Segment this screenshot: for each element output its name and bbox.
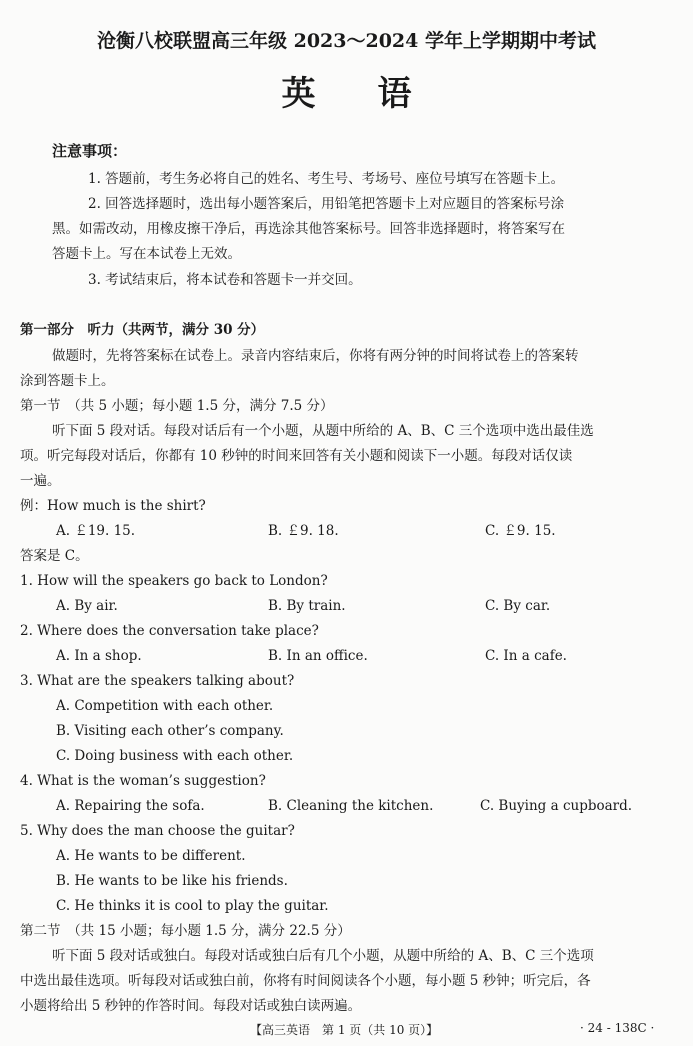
question-3-option-a: A. Competition with each other. <box>56 698 274 714</box>
question-1-option-b: B. By train. <box>268 598 346 614</box>
question-5-option-a: A. He wants to be different. <box>56 848 246 864</box>
question-1-option-a: A. By air. <box>56 598 118 614</box>
exam-title: 沧衡八校联盟高三年级 2023～2024 学年上学期期中考试 <box>97 30 596 52</box>
question-4: 4. What is the woman’s suggestion? <box>20 773 266 789</box>
question-5-option-c: C. He thinks it is cool to play the guitar. <box>56 898 329 914</box>
question-4-option-b: B. Cleaning the kitchen. <box>268 798 434 814</box>
page-footer-label: 【高三英语 第 1 页（共 10 页）】 <box>250 1023 439 1037</box>
question-3-option-b: B. Visiting each other’s company. <box>56 723 284 739</box>
page-footer-code: · 24 - 138C · <box>580 1021 655 1035</box>
example-option-a: A. ￡19. 15. <box>56 523 136 539</box>
part1-intro-line: 做题时，先将答案标在试卷上。录音内容结束后，你将有两分钟的时间将试卷上的答案转 <box>52 348 579 364</box>
section2-intro-line: 听下面 5 段对话或独白。每段对话或独白后有几个小题，从题中所给的 A、B、C 三个选项 <box>52 948 594 964</box>
note-line: 2. 回答选择题时，选出每小题答案后，用铅笔把答题卡上对应题目的答案标号涂 <box>88 196 565 212</box>
question-3-option-c: C. Doing business with each other. <box>56 748 294 764</box>
subject-title: 英语 <box>281 74 474 114</box>
section1-intro-line: 项。听完每段对话后，你都有 10 秒钟的时间来回答有关小题和阅读下一小题。每段对话仅读 <box>20 448 573 464</box>
notes-heading: 注意事项： <box>52 142 128 160</box>
question-3: 3. What are the speakers talking about? <box>20 673 295 689</box>
section1-intro-line: 听下面 5 段对话。每段对话后有一个小题，从题中所给的 A、B、C 三个选项中选出最佳选 <box>52 423 594 439</box>
example-answer: 答案是 C。 <box>20 548 89 564</box>
question-2-option-b: B. In an office. <box>268 648 368 664</box>
question-4-option-a: A. Repairing the sofa. <box>56 798 205 814</box>
section2-intro-line: 中选出最佳选项。听每段对话或独白前，你将有时间阅读各个小题，每小题 5 秒钟；听完后，各 <box>20 973 591 989</box>
note-line: 1. 答题前，考生务必将自己的姓名、考生号、考场号、座位号填写在答题卡上。 <box>88 171 565 187</box>
part1-heading: 第一部分 听力（共两节，满分 30 分） <box>20 322 265 338</box>
question-4-option-c: C. Buying a cupboard. <box>480 798 633 814</box>
section2-heading: 第二节 （共 15 小题；每小题 1.5 分，满分 22.5 分） <box>20 923 351 939</box>
section1-heading: 第一节 （共 5 小题；每小题 1.5 分，满分 7.5 分） <box>20 398 334 414</box>
note-line: 答题卡上。写在本试卷上无效。 <box>52 246 241 262</box>
question-5: 5. Why does the man choose the guitar? <box>20 823 295 839</box>
question-2: 2. Where does the conversation take place? <box>20 623 319 639</box>
question-1-option-c: C. By car. <box>485 598 551 614</box>
question-1: 1. How will the speakers go back to London? <box>20 573 328 589</box>
example-question: 例：How much is the shirt? <box>20 498 206 514</box>
question-2-option-c: C. In a cafe. <box>485 648 567 664</box>
part1-intro-line: 涂到答题卡上。 <box>20 373 115 389</box>
section1-intro-line: 一遍。 <box>20 473 61 489</box>
example-option-b: B. ￡9. 18. <box>268 523 339 539</box>
question-2-option-a: A. In a shop. <box>56 648 142 664</box>
section2-intro-line: 小题将给出 5 秒钟的作答时间。每段对话或独白读两遍。 <box>20 998 362 1014</box>
example-option-c: C. ￡9. 15. <box>485 523 556 539</box>
note-line: 3. 考试结束后，将本试卷和答题卡一并交回。 <box>88 272 362 288</box>
question-5-option-b: B. He wants to be like his friends. <box>56 873 288 889</box>
note-line: 黑。如需改动，用橡皮擦干净后，再选涂其他答案标号。回答非选择题时，将答案写在 <box>52 221 565 237</box>
